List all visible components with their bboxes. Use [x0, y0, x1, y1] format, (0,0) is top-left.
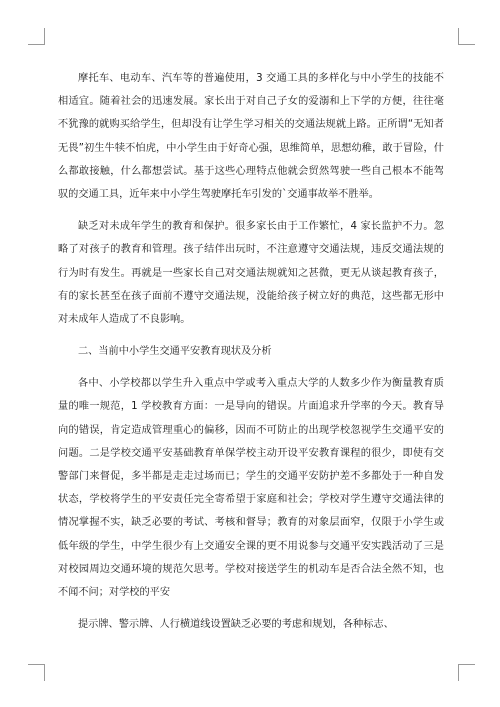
text-line: 对校园周边交通环境的规范欠思考。学校对接送学生的机动车是否合法全然不知，也 — [58, 563, 444, 575]
text-line: 缺乏对未成年学生的教育和保护。很多家长由于工作繁忙，4 家长监护不力。忽 — [78, 221, 444, 233]
paragraph-1 — [58, 67, 444, 206]
text-line: 无畏”初生牛犊不怕虎，中小学生由于好奇心强，思维简单，思想幼稚，敢于冒险，什 — [58, 142, 444, 154]
section-heading — [58, 340, 444, 363]
text-line: 么都敢接触，什么都想尝试。基于这些心理特点他就会贸然驾驶一些自己根本不能驾 — [58, 165, 444, 177]
text-line: 状态，学校将学生的平安责任完全寄希望于家庭和社会；学校对学生遵守交通法律的 — [58, 494, 444, 506]
heading-text: 二、当前中小学生交通平安教育现状及分析 — [78, 346, 272, 358]
text-line: 有的家长甚至在孩子面前不遵守交通法规，没能给孩子树立好的典范，这些都无形中 — [58, 290, 444, 302]
text-line: 不犹豫的就购买给学生，但却没有让学生学习相关的交通法规就上路。正所谓“无知者 — [58, 119, 444, 131]
text-line: 问题。二是学校交通平安基础教育单保学校主动开设平安教育课程的很少，即使有交 — [58, 447, 444, 459]
paragraph-4 — [58, 613, 444, 636]
text-line: 警部门来督促，多半都是走走过场而已；学生的交通平安防护差不多都处于一种自发 — [58, 471, 444, 482]
text-line: 略了对孩子的教育和管理。孩子结伴出玩时，不注意遵守交通法规，违反交通法规的 — [58, 244, 444, 256]
text-line: 量的唯一规范，1 学校教育方面：一是导向的错误。片面追求升学率的今天。教育导 — [58, 401, 444, 413]
text-line: 相适宜。随着社会的迅速发展。家长出于对自己子女的爱溺和上下学的方便，往往毫 — [58, 96, 444, 108]
crop-mark-bottom-left — [28, 664, 45, 681]
crop-mark-top-right — [458, 28, 475, 45]
text-line: 低年级的学生，中学生很少有上交通安全课的更不用说参与交通平安实践活动了三是 — [58, 540, 444, 552]
paragraph-3 — [58, 372, 444, 604]
text-line: 各中、小学校都以学生升入重点中学或考入重点大学的人数多少作为衡量教育质 — [78, 378, 444, 390]
text-line: 情况掌握不实，缺乏必要的考试、考核和督导；教育的对象层面窄，仅限于小学生或 — [58, 517, 444, 529]
crop-mark-top-left — [28, 28, 45, 45]
text-line: 行为时有发生。再就是一些家长自己对交通法规就知之甚微，更无从谈起教育孩子， — [58, 267, 444, 279]
crop-mark-bottom-right — [458, 664, 475, 681]
text-line: 驭的交通工具，近年来中小学生驾驶摩托车引发的`交通事故举不胜举。 — [58, 188, 379, 200]
text-line: 摩托车、电动车、汽车等的普遍使用，3 交通工具的多样化与中小学生的技能不 — [78, 73, 444, 84]
body-text — [58, 67, 444, 636]
text-line: 对未成年人造成了不良影响。 — [58, 313, 191, 325]
text-line: 提示牌、警示牌、人行横道线设置缺乏必要的考虑和规划，各种标志、 — [78, 619, 394, 631]
text-line: 不闻不问；对学校的平安 — [58, 586, 171, 598]
text-line: 向的错误，肯定造成管理重心的偏移，因而不可防止的出现学校忽视学生交通平安的 — [58, 424, 444, 436]
paragraph-2 — [58, 215, 444, 331]
